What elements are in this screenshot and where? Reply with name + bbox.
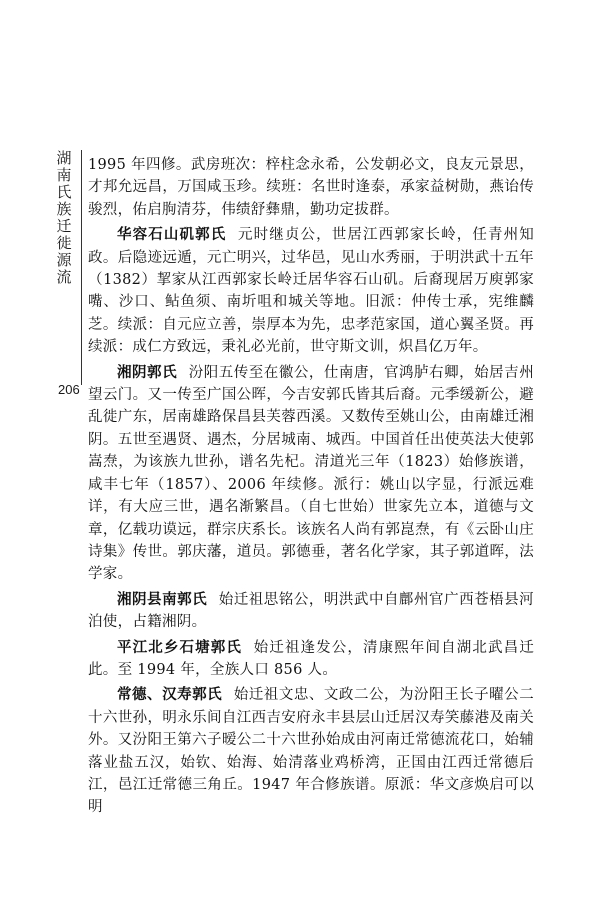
paragraph-text: 始迁祖逢发公，清康熙年间自湖北武昌迁此。至 1994 年，全族人口 856 人。 — [88, 639, 534, 678]
side-rule — [81, 150, 82, 385]
paragraph-text: 始迁祖文忠、文政二公，为汾阳王长子曜公二十六世孙，明永乐间自江西吉安府永丰县层山迁居汉寿笑藤港及南关外。又汾阳王第六子暧公二十六世孙始成由河南迁常德流花口，始辅落业盐五汉，始钦、始海、始清落业鸡桥湾，正国由江西迁常德后江，邑江迁常德三角丘。1947 年合修族谱。原派：华文彦焕启可以明 — [88, 687, 534, 816]
section-heading: 湘阴县南郭氏 — [117, 591, 208, 608]
paragraph-text: 始迁祖思铭公，明洪武中自鄜州官广西苍梧县河泊使，占籍湘阴。 — [88, 591, 534, 631]
running-title: 湖南氏族迁徙源流 — [56, 149, 72, 286]
section-heading: 华容石山矶郭氏 — [117, 227, 227, 244]
section-pingjiang — [88, 637, 534, 682]
section-xiangyin-south — [88, 589, 534, 634]
page-number: 206 — [58, 382, 80, 397]
section-huarong — [88, 224, 534, 358]
paragraph-text: 1995 年四修。武房班次：梓柱念永希，公发朝必文，良友元景思，才邦允远昌，万国咸玉珍。续班：名世时逢泰，承家益树勋，燕诒传骏烈，佑启朐清芬，伟绩舒彝鼎，勤功定拔群。 — [88, 157, 534, 218]
paragraph-text: 元时继贞公，世居江西郭家长岭，任青州知政。后隐迹远遁，元亡明兴，过华邑，见山水秀丽，于明洪武十五年（1382）挈家从江西郭家长岭迁居华容石山矶。后裔现居万庾郭家嘴、沙口、鲇鱼须、南圻咀和城关等地。旧派：仲传士承，宪维麟芝。续派：自元应立善，崇厚本为先，忠孝范家国，道心翼圣贤。再续派：成仁方致远，秉礼必光前，世守斯文训，炽昌亿万年。 — [88, 227, 534, 356]
body-text — [88, 154, 534, 819]
section-changde — [88, 684, 534, 818]
section-heading: 湘阴郭氏 — [117, 364, 178, 381]
paragraph-text: 汾阳五传至在徽公，仕南唐，官鸿胪右卿，始居吉州望云门。又一传至广国公晖，今吉安郭氏皆其后裔。元季缓新公，避乱徙广东，居南雄路保昌县芙蓉西溪。又数传至姚山公，由南雄迁湘阴。五世至遇贤、遇杰，分居城南、城西。中国首任出使英法大使郭嵩焘，为该族九世孙，谱名先杞。清道光三年（1823）始修族谱，咸丰七年（1857）、2006 年续修。派行：姚山以字显，行派远难详，有大应三世，遇名渐繁昌。（自七世始）世家先立本，道德与文章，亿载功谟远，群宗庆系长。该族名人尚有郭崑焘，有《云卧山庄诗集》传世。郭庆藩，道员。郭德垂，著名化学家，其子郭道晖，法学家。 — [88, 364, 534, 583]
section-heading: 平江北乡石塘郭氏 — [117, 639, 242, 656]
section-heading: 常德、汉寿郭氏 — [117, 687, 223, 704]
section-xiangyin — [88, 362, 534, 586]
paragraph-continuation — [88, 154, 534, 221]
